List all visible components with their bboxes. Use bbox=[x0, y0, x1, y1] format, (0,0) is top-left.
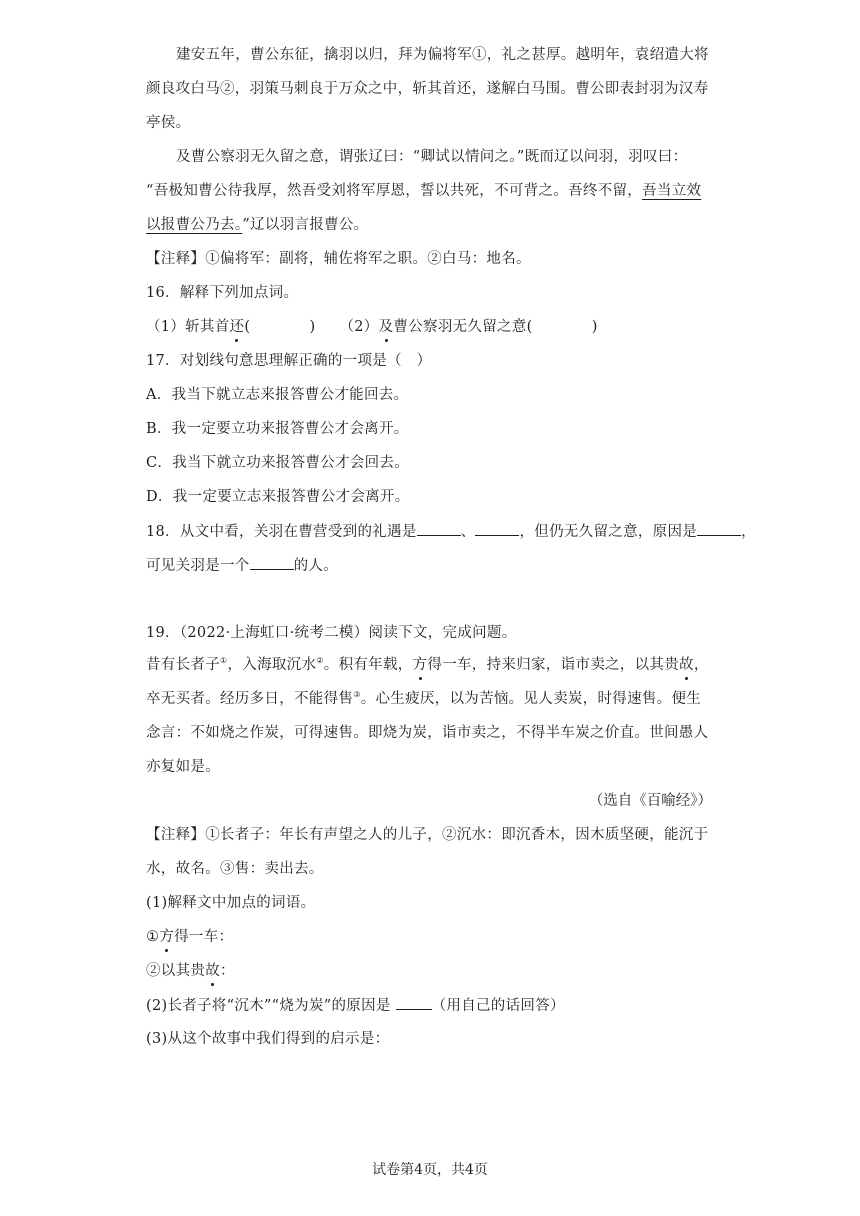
passage1-text: “吾极知曹公待我厚，然吾受刘将军厚恩，誓以共死，不可背之。吾终不留， bbox=[146, 183, 643, 199]
note-marker: ① bbox=[220, 656, 228, 665]
q17-stem: 17．对划线句意思理解正确的一项是（ ） bbox=[146, 353, 432, 369]
q19-note: 水，故名。③售：卖出去。 bbox=[146, 861, 324, 877]
q16-items bbox=[146, 317, 598, 337]
answer-blank[interactable] bbox=[250, 555, 294, 570]
q17-option-c[interactable]: C．我当下就立功来报答曹公才会回去。 bbox=[146, 455, 409, 471]
q19-text: ： bbox=[220, 963, 235, 979]
passage1-line: 亭侯。 bbox=[146, 115, 191, 131]
q19-text: 。积有年载， bbox=[323, 657, 413, 673]
q19-header: 19．（2022·上海虹口·统考二模）阅读下文，完成问题。 bbox=[146, 625, 517, 641]
q18-text: 的人。 bbox=[293, 558, 339, 574]
dotted-word: 方 bbox=[412, 657, 428, 673]
q19-sub1-item[interactable] bbox=[146, 961, 235, 981]
q18-line1 bbox=[146, 521, 756, 542]
dotted-word: 及 bbox=[378, 319, 394, 335]
answer-blank[interactable] bbox=[417, 521, 461, 536]
q19-sub3[interactable]: (3)从这个故事中我们得到的启示是： bbox=[146, 1031, 390, 1047]
underlined-sentence: 以报曹公乃去。 bbox=[146, 217, 243, 233]
q16-item1-blank[interactable]: ( ) bbox=[244, 319, 316, 335]
page-footer: 试卷第4页，共4页 bbox=[372, 1162, 488, 1178]
q18-text: 18．从文中看，关羽在曹营受到的礼遇是 bbox=[146, 524, 417, 540]
q18-text: ，但仍无久留之意，原因是 bbox=[519, 524, 698, 540]
q16-item1-text: （1）斩其首 bbox=[146, 319, 230, 335]
q19-passage-line: 亦复如是。 bbox=[146, 759, 220, 775]
dotted-word: 还 bbox=[229, 319, 245, 335]
q19-text: 卒无买者。经历多日，不能得售 bbox=[146, 691, 354, 707]
q17-option-a[interactable]: A．我当下就立志来报答曹公才能回去。 bbox=[146, 387, 409, 403]
passage1-line bbox=[146, 215, 368, 235]
q19-sub2 bbox=[146, 995, 565, 1016]
q19-source: （选自《百喻经》） bbox=[588, 793, 712, 809]
dotted-word: 方 bbox=[159, 929, 175, 945]
q17-option-d[interactable]: D．我一定要立志来报答曹公才会离开。 bbox=[146, 489, 410, 505]
q19-text: 。心生疲厌，以为苦恼。见人卖炭，时得速售。便生 bbox=[360, 691, 702, 707]
q16-stem: 16．解释下列加点词。 bbox=[146, 285, 299, 301]
q19-text: ②以其贵 bbox=[146, 963, 206, 979]
q19-sub1-item[interactable] bbox=[146, 927, 233, 947]
q18-text: ， bbox=[741, 524, 756, 540]
q16-item2-blank[interactable]: ( ) bbox=[526, 319, 598, 335]
q19-text: 昔有长者子 bbox=[146, 657, 220, 673]
q17-option-b[interactable]: B．我一定要立功来报答曹公才会离开。 bbox=[146, 421, 409, 437]
q19-text: 得一车，持来归家，诣市卖之，以其贵 bbox=[427, 657, 680, 673]
passage1-line: 建安五年，曹公东征，擒羽以归，拜为偏将军①，礼之甚厚。越明年，袁绍遣大将 bbox=[176, 47, 709, 63]
answer-blank[interactable] bbox=[697, 521, 741, 536]
q19-text: 得一车： bbox=[174, 929, 234, 945]
note-marker: ③ bbox=[353, 690, 361, 699]
q18-line2 bbox=[146, 555, 338, 576]
q19-text: ，入海取沉水 bbox=[227, 657, 317, 673]
passage1-line: 颜良攻白马②，羽策马刺良于万众之中，斩其首还，遂解白马围。曹公即表封羽为汉寿 bbox=[146, 81, 709, 97]
q19-text: ， bbox=[693, 657, 709, 673]
q16-item2-text: （2） bbox=[339, 319, 379, 335]
q19-note: 【注释】①长者子：年长有声望之人的儿子，②沉水：即沉香木，因木质坚硬，能沉于 bbox=[146, 827, 709, 843]
passage1-text: ”辽以羽言报曹公。 bbox=[242, 217, 369, 233]
dotted-word: 故 bbox=[679, 657, 694, 673]
q19-text: (2)长者子将“沉木”“烧为炭”的原因是 bbox=[146, 998, 396, 1014]
passage1-note: 【注释】①偏将军：副将，辅佐将军之职。②白马：地名。 bbox=[146, 251, 531, 267]
dotted-word: 故 bbox=[205, 963, 221, 979]
q18-text: 、 bbox=[460, 524, 476, 540]
note-marker: ② bbox=[316, 656, 324, 665]
q19-text: ① bbox=[146, 929, 160, 945]
passage1-line: 及曹公察羽无久留之意，谓张辽曰：“卿试以情问之。”既而辽以问羽，羽叹曰： bbox=[176, 149, 688, 165]
q16-item2-text: 曹公察羽无久留之意 bbox=[393, 319, 527, 335]
answer-blank[interactable] bbox=[475, 521, 519, 536]
q19-passage-line bbox=[146, 655, 709, 675]
q19-passage-line bbox=[146, 689, 701, 709]
q19-text: （用自己的话回答） bbox=[431, 998, 565, 1014]
underlined-sentence: 吾当立效 bbox=[642, 183, 702, 199]
q19-passage-line: 念言：不如烧之作炭，可得速售。即烧为炭，诣市卖之，不得半车炭之价直。世间愚人 bbox=[146, 725, 709, 741]
q18-text: 可见关羽是一个 bbox=[146, 558, 250, 574]
passage1-line bbox=[146, 181, 701, 201]
q19-sub1: (1)解释文中加点的词语。 bbox=[146, 895, 316, 911]
answer-blank[interactable] bbox=[396, 995, 432, 1010]
